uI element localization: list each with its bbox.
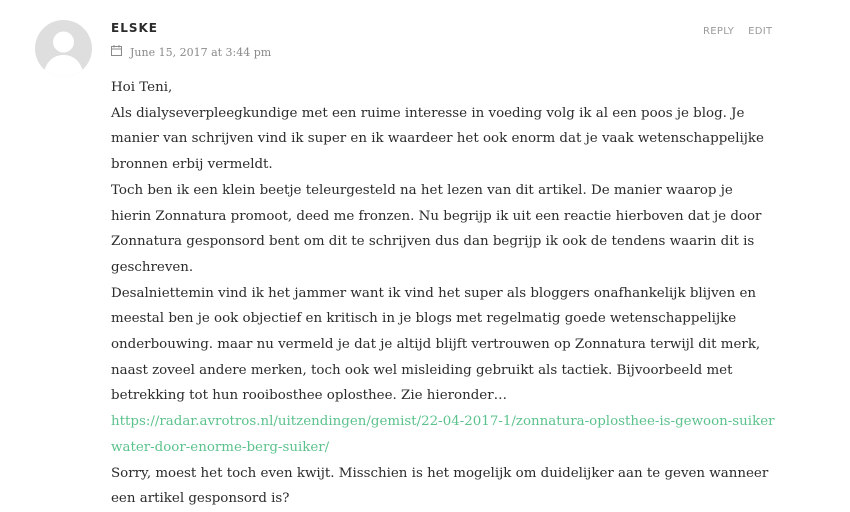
reply-button[interactable]: REPLY — [703, 26, 735, 37]
calendar-icon — [111, 45, 122, 59]
comment-link-paragraph — [111, 409, 775, 460]
avatar — [35, 20, 92, 77]
comment-paragraph: Desalniettemin vind ik het jammer want ik vind het super als bloggers onafhankelijk blijven en meestal ben je ook objectief en kritisch in je blogs met regelmatig goede wetenschappelijke onderbouwing. maar nu vermeld je dat je altijd blijft vertrouwen op Zonnatura terwijl dit merk, naast zoveel andere merken, toch ook wel misleiding gebruikt als tactiek. Bijvoorbeeld met betrekking tot hun rooibosthee oplosthee. Zie hieronder… — [111, 285, 761, 404]
comment-greeting: Hoi Teni, — [111, 80, 173, 95]
comment-actions — [703, 26, 772, 37]
comment-link[interactable]: https://radar.avrotros.nl/uitzendingen/gemist/22-04-2017-1/zonnatura-oplosthee-is-gewoon-suikerwater-door-enorme-berg-suiker/ — [111, 414, 775, 455]
comment-paragraph: Als dialyseverpleegkundige met een ruime interesse in voeding volg ik al een poos je blog. Je manier van schrijven vind ik super en ik waardeer het ook enorm dat je vaak wetenschappelijke bronnen erbij vermeldt. — [111, 105, 764, 173]
comment-date[interactable]: June 15, 2017 at 3:44 pm — [130, 45, 272, 59]
user-silhouette-icon — [35, 20, 92, 77]
comment-meta — [111, 45, 271, 59]
comment-body — [111, 75, 775, 512]
comment-author: ELSKE — [111, 21, 158, 35]
comment-paragraph: Toch ben ik een klein beetje teleurgesteld na het lezen van dit artikel. De manier waarop je hierin Zonnatura promoot, deed me fronzen. Nu begrijp ik uit een reactie hierboven dat je door Zonnatura gesponsord bent om dit te schrijven dus dan begrijp ik ook de tendens waarin dit is geschreven. — [111, 182, 762, 275]
edit-button[interactable]: EDIT — [748, 26, 773, 37]
comment-paragraph: Sorry, moest het toch even kwijt. Misschien is het mogelijk om duidelijker aan te geven wanneer een artikel gesponsord is? — [111, 465, 769, 507]
